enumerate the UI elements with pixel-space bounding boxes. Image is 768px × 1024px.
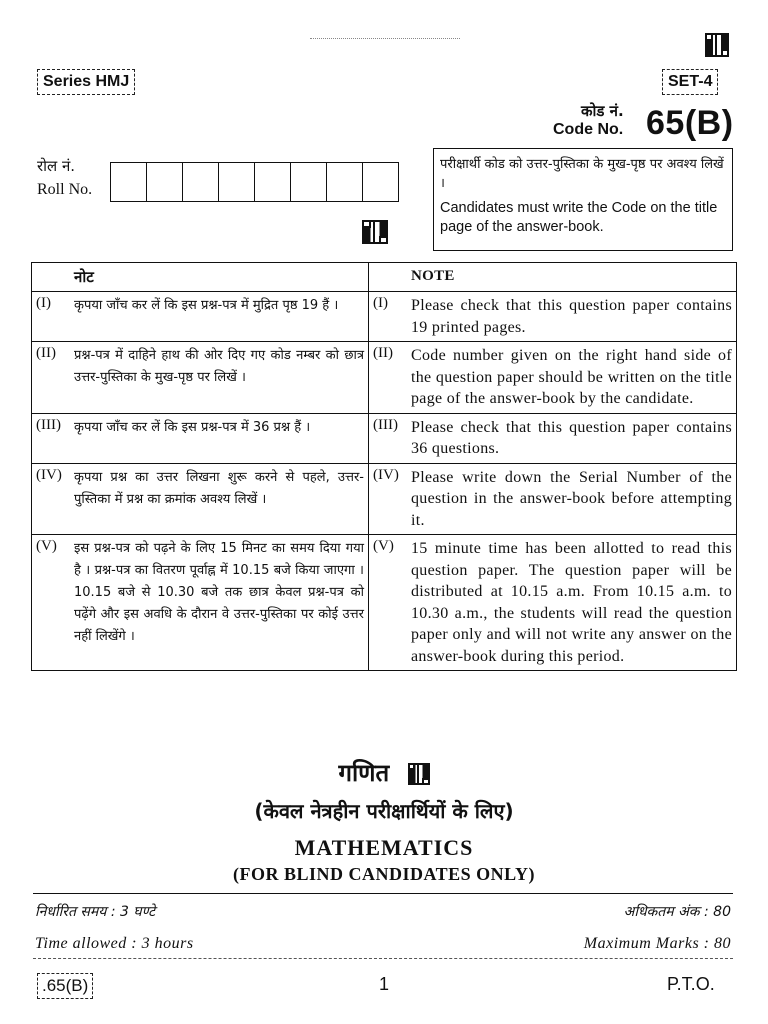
roll-label-hindi: रोल नं. [37,157,76,175]
qr-code-icon [362,220,388,244]
subject-subtitle-english: (FOR BLIND CANDIDATES ONLY) [232,864,536,884]
note-text-hindi: इस प्रश्न-पत्र को पढ़ने के लिए 15 मिनट का समय दिया गया है । प्रश्न-पत्र का वितरण पूर्वाह्न में 10.15 बजे किया जाएगा । 10.15 बजे से 10.30 बजे तक छात्र केवल प्रश्न-पत्र को पढ़ेंगे और इस अवधि के दौरान वे उत्तर-पुस्तिका पर कोई उत्तर नहीं लिखेंगे । [70,535,369,671]
roll-number-cell[interactable] [255,162,291,202]
divider [33,958,733,959]
table-header-row [32,263,737,292]
roll-number-cell[interactable] [363,162,399,202]
note-heading-hindi: नोट [70,263,369,292]
note-text-hindi: प्रश्न-पत्र में दाहिने हाथ की ओर दिए गए कोड नम्बर को छात्र उत्तर-पुस्तिका के मुख-पृष्ठ पर लिखें । [70,342,369,414]
code-label-hindi: कोड नं. [581,102,624,120]
candidate-instruction-hindi: परीक्षार्थी कोड को उत्तर-पुस्तिका के मुख-पृष्ठ पर अवश्य लिखें । [440,157,724,191]
table-row [32,413,737,463]
time-allowed-hindi: निर्धारित समय : 3 घण्टे [35,904,156,920]
table-row [32,292,737,342]
series-label: Series HMJ [37,69,135,95]
subject-title-hindi-text: गणित [338,759,390,787]
note-text-english: Please check that this question paper contains 36 questions. [407,413,737,463]
please-turn-over: P.T.O. [667,974,715,994]
note-text-hindi: कृपया जाँच कर लें कि इस प्रश्न-पत्र में मुद्रित पृष्ठ 19 हैं । [70,292,369,342]
row-number: (V) [369,535,408,671]
qr-code-icon [705,33,729,57]
row-number: (I) [32,292,71,342]
roll-number-cell[interactable] [111,162,147,202]
row-number: (III) [32,413,71,463]
candidate-code-instruction-box [433,148,733,251]
maximum-marks-english: Maximum Marks : 80 [583,935,731,952]
row-number: (IV) [32,463,71,535]
note-heading-english: NOTE [407,263,737,292]
roll-number-cell[interactable] [147,162,183,202]
note-text-english: Please check that this question paper contains 19 printed pages. [407,292,737,342]
candidate-instruction-english: Candidates must write the Code on the title page of the answer-book. [440,200,718,235]
code-number: 65(B) [646,104,734,142]
footer-code: .65(B) [37,973,93,999]
row-number: (V) [32,535,71,671]
note-text-hindi: कृपया जाँच कर लें कि इस प्रश्न-पत्र में 36 प्रश्न हैं । [70,413,369,463]
roll-number-cell[interactable] [327,162,363,202]
row-number: (I) [369,292,408,342]
table-row [32,535,737,671]
roll-number-cell[interactable] [219,162,255,202]
set-label: SET-4 [662,69,718,95]
table-row [32,463,737,535]
header-microtext-line [310,38,460,42]
note-text-english: Please write down the Serial Number of the question in the answer-book before attempting it. [407,463,737,535]
code-label-english: Code No. [553,121,624,138]
note-text-hindi: कृपया प्रश्न का उत्तर लिखना शुरू करने से पहले, उत्तर-पुस्तिका में प्रश्न का क्रमांक अवश्य लिखें । [70,463,369,535]
table-row [32,342,737,414]
row-number: (II) [369,342,408,414]
qr-code-icon [408,763,430,785]
note-text-english: Code number given on the right hand side of the question paper should be written on the title page of the answer-book by the candidate. [407,342,737,414]
note-text-english: 15 minute time has been allotted to read this question paper. The question paper will be distributed at 10.15 a.m. From 10.15 a.m. to 10.30 a.m., the students will read the question paper only and will not write any answer on the answer-book during this period. [407,535,737,671]
subject-subtitle-hindi: (केवल नेत्रहीन परीक्षार्थियों के लिए) [254,799,514,823]
instructions-table [31,262,737,671]
page-number: 1 [378,974,389,994]
roll-number-cell[interactable] [291,162,327,202]
row-number: (III) [369,413,408,463]
subject-title-hindi [0,756,768,789]
time-allowed-english: Time allowed : 3 hours [35,935,194,952]
row-number: (IV) [369,463,408,535]
roll-number-cell[interactable] [183,162,219,202]
row-number: (II) [32,342,71,414]
subject-title-english: MATHEMATICS [294,835,474,860]
maximum-marks-hindi: अधिकतम अंक : 80 [623,904,731,920]
roll-label-english: Roll No. [37,181,93,198]
divider [33,893,733,894]
roll-number-grid[interactable] [110,162,399,202]
